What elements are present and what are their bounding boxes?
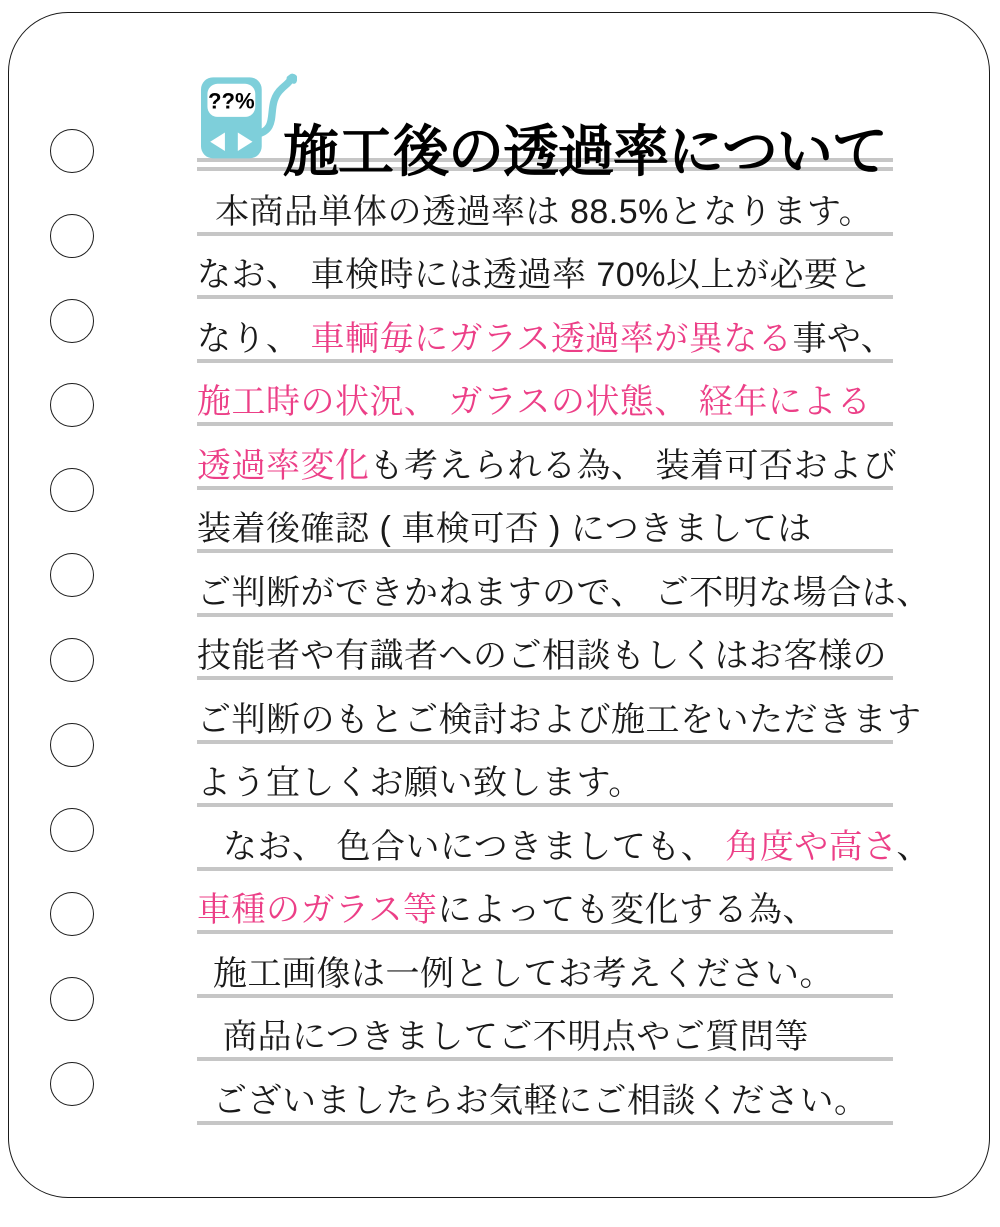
text-line-content: [197, 446, 897, 485]
binder-hole: [50, 129, 94, 173]
text-line-content: [197, 893, 893, 927]
text-line: [197, 934, 893, 998]
text-line: [197, 426, 897, 490]
meter-cable-tip: [289, 77, 294, 81]
highlighted-text: 角度や高さ: [725, 827, 897, 866]
text-line: [197, 1061, 893, 1125]
binder-hole: [50, 299, 94, 343]
text-line-content: [197, 1020, 919, 1054]
page-title: 施工後の透過率について: [283, 119, 887, 183]
text-line: [197, 617, 893, 681]
text-line: [197, 680, 922, 744]
plain-text: 、: [896, 827, 931, 866]
text-line: [197, 871, 893, 935]
plain-text: 商品につきましてご不明点やご質問等: [223, 1018, 809, 1056]
text-line-content: [197, 192, 911, 231]
plain-text: 事や、: [792, 319, 896, 358]
plain-text: も考えられる為、 装着可否および: [369, 446, 897, 485]
binder-hole: [50, 723, 94, 767]
text-line: [197, 553, 931, 617]
light-transmittance-meter-icon: [197, 70, 297, 162]
text-line: [197, 998, 893, 1062]
text-line-content: [197, 700, 922, 739]
text-line-content: [197, 258, 893, 292]
text-line: [197, 807, 931, 871]
highlighted-text: 透過率変化: [197, 446, 370, 485]
binder-hole: [50, 214, 94, 258]
binder-hole: [50, 468, 94, 512]
line-underline: [197, 1121, 893, 1125]
binder-hole: [50, 553, 94, 597]
highlighted-text: 車種のガラス等: [197, 891, 438, 929]
binder-hole: [50, 977, 94, 1021]
plain-text: ご判断のもとご検討および施工をいただきます: [197, 700, 922, 739]
plain-text: なお、 車検時には透過率 70%以上が必要と: [197, 256, 873, 294]
binder-hole: [50, 638, 94, 682]
text-line-content: [197, 385, 893, 419]
text-line: [197, 490, 893, 554]
plain-text: によっても変化する為、: [437, 891, 817, 929]
plain-text: なり、: [197, 319, 311, 358]
plain-text: 施工画像は一例としてお考えください。: [213, 954, 834, 993]
text-line: [197, 744, 893, 808]
body-lines: [197, 172, 931, 1125]
binder-hole: [50, 1062, 94, 1106]
binder-hole: [50, 808, 94, 852]
plain-text: 装着後確認 ( 車検可否 ) につきましては: [197, 510, 812, 548]
highlighted-text: 車輌毎にガラス透過率が異なる: [310, 319, 793, 358]
text-line-content: [197, 827, 931, 866]
meter-screen-text: ??%: [208, 88, 255, 114]
text-line-content: [197, 512, 893, 546]
text-line: [197, 299, 896, 363]
text-line-content: [197, 639, 893, 673]
text-line-content: [197, 766, 893, 800]
text-line: [197, 172, 893, 236]
content-area: [197, 70, 931, 1125]
header: [197, 70, 893, 183]
plain-text: 本商品単体の透過率は 88.5%となります。: [215, 192, 874, 231]
text-line-content: [197, 954, 909, 993]
plain-text: よう宜しくお願い致します。: [197, 764, 643, 802]
text-line-content: [197, 319, 896, 358]
highlighted-text: 施工時の状況、 ガラスの状態、 経年による: [197, 383, 872, 421]
plain-text: ご判断ができかねますので、 ご不明な場合は、: [197, 573, 931, 612]
plain-text: 技能者や有識者へのご相談もしくはお客様の: [197, 637, 887, 675]
text-line: [197, 236, 893, 300]
text-line-content: [197, 573, 931, 612]
plain-text: ございましたらお気軽にご相談ください。: [213, 1081, 869, 1120]
plain-text: なお、 色合いにつきましても、: [223, 827, 726, 866]
text-line-content: [197, 1081, 909, 1120]
text-line: [197, 363, 893, 427]
